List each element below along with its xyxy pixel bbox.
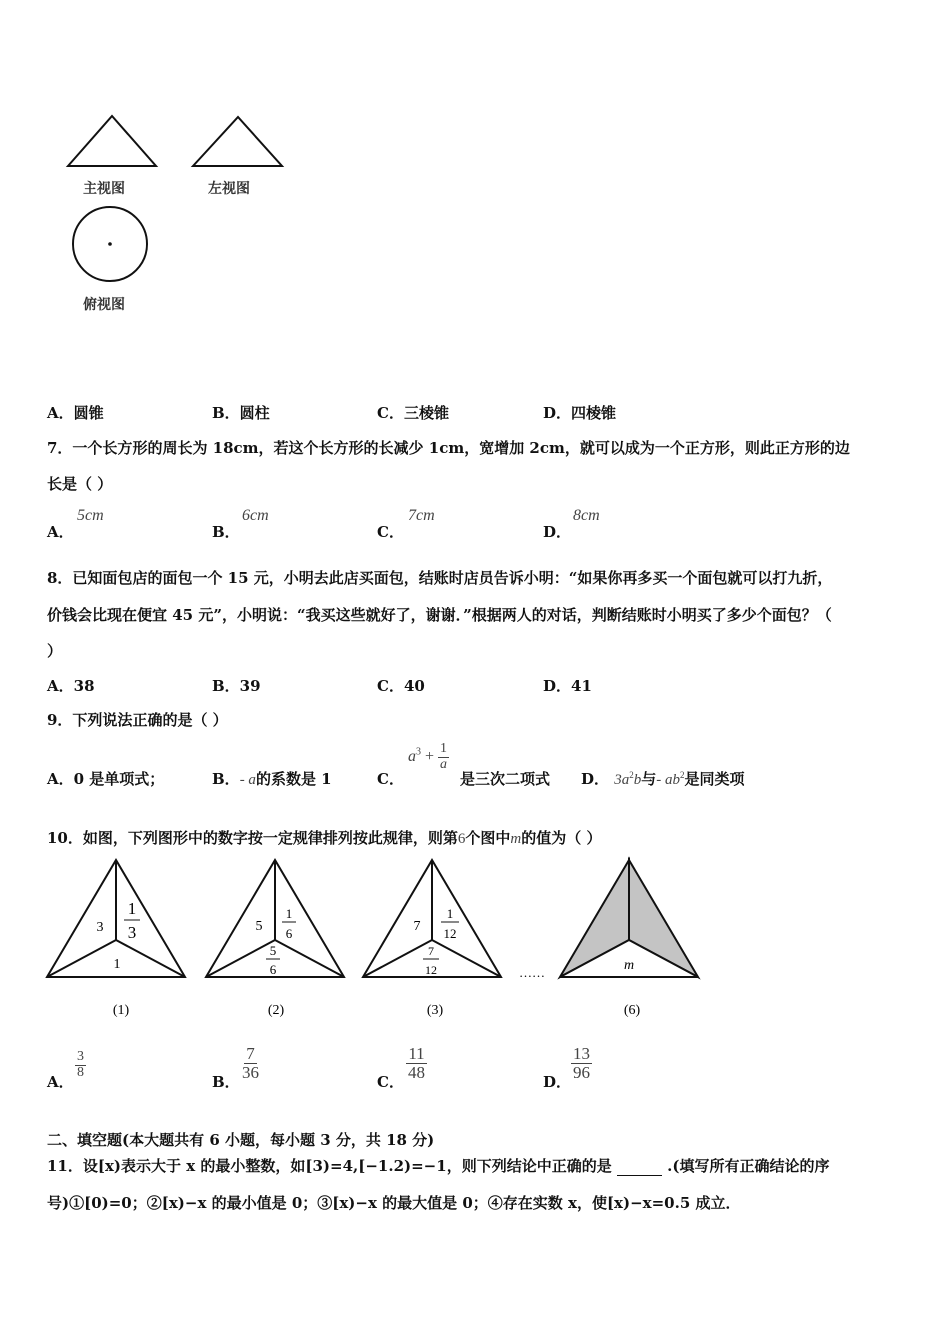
q10-stem-num: 6 [457, 831, 466, 847]
q8-stem-line2: 价钱会比现在便宜 45 元”，小明说：“我买这些就好了，谢谢．”根据两人的对话，判断结账时小明买了多少个面包？（ [47, 606, 832, 624]
q10-option-a-fraction [75, 1050, 86, 1080]
q10-option-c-letter: C． [377, 1073, 404, 1091]
q10-option-d-den: 96 [573, 1062, 590, 1082]
q9-c-exponent: 3 [416, 746, 421, 758]
q7-option-c-letter: C． [377, 523, 404, 541]
q8-stem-line1: 8．已知面包店的面包一个 15 元，小明去此店买面包，结账时店员告诉小明：“如果你再多买一个面包就可以打九折， [47, 569, 833, 587]
q9-d-term1-b: b [633, 772, 642, 788]
figure-1-right-den: 3 [127, 923, 137, 942]
q9-option-c-text: 是三次二项式 [460, 770, 551, 788]
q10-option-a-letter: A． [47, 1073, 74, 1091]
figure-2-bottom-num: 5 [269, 943, 277, 958]
q8-option-c: C．40 [377, 677, 425, 695]
q9-d-mid: 与 [641, 770, 657, 788]
figure-2-caption: (2) [267, 1003, 285, 1018]
figure-3 [363, 860, 501, 977]
q7-option-d-letter: D． [543, 523, 572, 541]
q9-option-d [581, 768, 745, 789]
q10-option-b-letter: B． [212, 1073, 240, 1091]
figure-1-caption: (1) [112, 1003, 130, 1018]
figure-2-right-den: 6 [285, 926, 293, 941]
figure-3-caption: (3) [426, 1003, 444, 1018]
q9-c-fraction [438, 742, 449, 772]
q10-stem-post: 的值为（ ） [521, 829, 602, 847]
section-2-title: 二、填空题(本大题共有 6 小题，每小题 3 分，共 18 分) [47, 1131, 435, 1149]
q9-option-b-letter: B． [212, 770, 240, 788]
q11-line1-post: .(填写所有正确结论的序 [667, 1157, 830, 1175]
q9-d-term2-base: - ab [656, 772, 681, 788]
q10-option-d-letter: D． [543, 1073, 572, 1091]
q7-option-a-letter: A． [47, 523, 74, 541]
q9-d-term1 [614, 772, 641, 788]
q9-option-b-text: 的系数是 1 [255, 770, 332, 788]
q6-option-d: D．四棱锥 [543, 404, 617, 422]
q11-answer-blank [617, 1157, 662, 1176]
left-view-triangle [193, 117, 282, 166]
q7-stem-line2: 长是（ ） [47, 475, 113, 493]
figure-6 [560, 860, 698, 977]
three-view-diagram [60, 110, 300, 310]
q10-option-b-fraction [240, 1045, 261, 1082]
q9-c-plus: + [425, 747, 435, 765]
top-view-center-dot [108, 242, 112, 246]
q7-option-c-value: 7cm [408, 507, 435, 524]
q10-stem [47, 827, 601, 848]
q8-option-a: A．38 [47, 677, 95, 695]
figure-3-right-num: 1 [446, 906, 454, 921]
q10-option-a-den: 8 [77, 1064, 84, 1080]
q10-stem-pre: 10．如图，下列图形中的数字按一定规律排列按此规律，则第 [47, 829, 458, 847]
figure-3-left: 7 [413, 919, 421, 934]
q9-option-c-letter: C． [377, 770, 404, 788]
left-view-label: 左视图 [208, 181, 250, 197]
q9-c-base: a [408, 747, 416, 765]
figure-6-bottom: m [623, 958, 635, 973]
figure-1-bottom: 1 [113, 957, 121, 972]
q7-option-a-value: 5cm [77, 507, 104, 524]
front-view-triangle [68, 116, 156, 166]
q6-option-a: A．圆锥 [47, 404, 104, 422]
q9-d-text: 是同类项 [684, 770, 745, 788]
q10-stem-var: m [510, 831, 522, 847]
figure-2-bottom-den: 6 [269, 962, 277, 977]
front-view-label: 主视图 [83, 181, 125, 197]
q9-stem: 9．下列说法正确的是（ ） [47, 711, 228, 729]
q9-option-b-math: - a [239, 772, 256, 788]
q10-option-b-den: 36 [242, 1062, 259, 1082]
q11-stem-line2: 号)①[0)=0；②[x)−x 的最小值是 0；③[x)−x 的最大值是 0；④存在实数 x，使[x)−x=0.5 成立． [47, 1194, 741, 1212]
figure-1-right-num: 1 [127, 899, 137, 918]
q9-option-a [47, 768, 164, 789]
q7-option-b-value: 6cm [242, 507, 269, 524]
q10-option-c-den: 48 [408, 1062, 425, 1082]
figure-2-right-num: 1 [285, 906, 293, 921]
q9-option-c-expression [408, 742, 449, 772]
q10-option-d-num: 13 [573, 1044, 590, 1063]
q9-d-term2 [656, 772, 684, 788]
figure-6-caption: (6) [623, 1003, 641, 1018]
q7-stem-line1: 7．一个长方形的周长为 18cm，若这个长方形的长减少 1cm，宽增加 2cm，就可以成为一个正方形，则此正方形的边 [47, 439, 850, 457]
q9-d-term2-exp: 2 [680, 770, 685, 780]
q9-option-d-letter: D． [581, 770, 610, 788]
q9-option-b [212, 768, 332, 789]
q6-option-b: B．圆柱 [212, 404, 270, 422]
figure-ellipsis: …… [519, 965, 545, 980]
q10-figures [40, 850, 710, 1030]
figure-3-bottom-num: 7 [428, 944, 434, 958]
q8-option-d: D．41 [543, 677, 592, 695]
q11-line1-pre: 11．设[x)表示大于 x 的最小整数，如[3)=4,[−1.2)=−1，则下列结论中正确的是 [47, 1157, 612, 1175]
figure-3-right-den: 12 [443, 926, 457, 941]
q11-stem-line1 [47, 1155, 830, 1176]
q10-option-d-fraction [571, 1045, 592, 1082]
q10-stem-mid: 个图中 [465, 829, 511, 847]
figure-1-left: 3 [96, 920, 104, 935]
top-view-label: 俯视图 [83, 297, 125, 313]
q7-option-d-value: 8cm [573, 507, 600, 524]
q9-d-term1-base: 3a [614, 772, 630, 788]
q9-d-term1-exp: 2 [629, 770, 634, 780]
q10-option-c-num: 11 [408, 1044, 425, 1063]
q7-option-b-letter: B． [212, 523, 240, 541]
figure-3-bottom-den: 12 [425, 963, 437, 977]
q10-option-a-num: 3 [77, 1049, 84, 1064]
figure-1 [47, 860, 185, 977]
q9-c-den: a [440, 756, 448, 772]
q10-option-b-num: 7 [246, 1044, 255, 1063]
figure-2 [206, 860, 344, 977]
q6-option-c: C．三棱锥 [377, 404, 449, 422]
q8-stem-line3: ） [47, 642, 63, 660]
q8-option-b: B．39 [212, 677, 261, 695]
q9-c-num: 1 [440, 741, 448, 756]
q9-option-a-text: 0 是单项式； [73, 770, 165, 788]
figure-2-left: 5 [255, 919, 263, 934]
q9-option-a-letter: A． [47, 770, 74, 788]
q10-option-c-fraction [406, 1045, 427, 1082]
